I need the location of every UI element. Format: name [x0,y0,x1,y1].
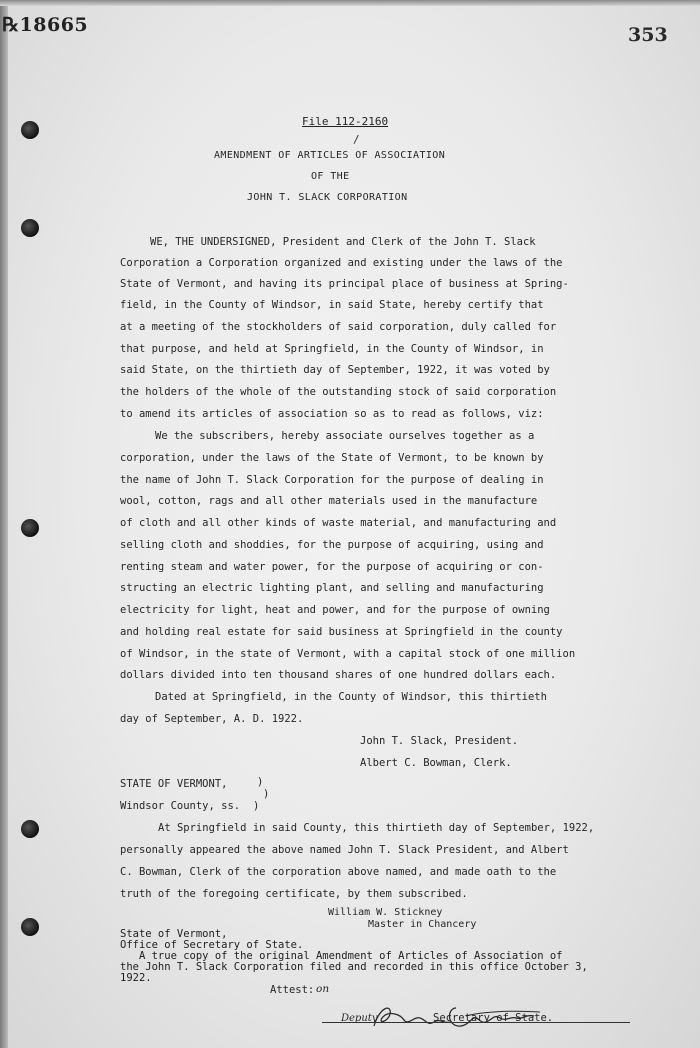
paragraph-line: the holders of the whole of the outstanding stock of said corporation [120,386,557,398]
document-title-corporation: JOHN T. SLACK CORPORATION [247,192,408,203]
page-number: 353 [628,24,668,46]
punch-hole-icon [21,121,39,139]
punch-hole-icon [21,219,39,237]
paragraph-line: the name of John T. Slack Corporation for the purpose of dealing in [120,474,544,486]
venue-brace: ) [263,788,270,800]
paragraph-line: at a meeting of the stockholders of said corporation, duly called for [120,321,557,333]
certification-line: A true copy of the original Amendment of Articles of Association of [120,950,563,962]
paragraph-line: electricity for light, heat and power, and for the purpose of owning [120,604,550,616]
venue-brace: ) [257,776,264,788]
master-name: William W. Stickney [328,907,443,918]
attest-deputy: Deputy [341,1013,378,1024]
paragraph-line: field, in the County of Windsor, in said State, hereby certify that [120,299,544,311]
certification-line: 1922. [120,972,152,984]
paragraph-line: selling cloth and shoddies, for the purpose of acquiring, using and [120,539,544,551]
scan-edge-left [0,0,8,1048]
paragraph-line: renting steam and water power, for the purpose of acquiring or con- [120,561,544,573]
paragraph-line: Corporation a Corporation organized and existing under the laws of the [120,257,563,269]
scan-edge-top [0,0,700,6]
handwritten-tick-mark: / [353,133,360,146]
punch-hole-icon [21,820,39,838]
paragraph-line: We the subscribers, hereby associate ourselves together as a [155,430,535,442]
paragraph-line: of Windsor, in the state of Vermont, with a capital stock of one million [120,648,576,660]
attest-label: Attest: [270,984,315,996]
venue-state: STATE OF VERMONT, [120,778,228,790]
dated-line: Dated at Springfield, in the County of Windsor, this thirtieth [155,691,547,703]
master-title: Master in Chancery [368,919,477,930]
signatory-clerk: Albert C. Bowman, Clerk. [360,757,512,769]
paragraph-line: of cloth and all other kinds of waste material, and manufacturing and [120,517,557,529]
paragraph-line: structing an electric lighting plant, and selling and manufacturing [120,582,544,594]
secretary-of-state-title: Secretary of State. [433,1012,554,1024]
paragraph-line: and holding real estate for said business at Springfield in the county [120,626,563,638]
dated-line: day of September, A. D. 1922. [120,713,304,725]
paragraph-line: to amend its articles of association so as to read as follows, viz: [120,408,544,420]
paragraph-line: personally appeared the above named John T. Slack President, and Albert [120,844,569,856]
paragraph-line: wool, cotton, rags and all other materials used in the manufacture [120,495,538,507]
venue-county: Windsor County, ss. [120,800,241,812]
paragraph-line: truth of the foregoing certificate, by them subscribed. [120,888,468,900]
paragraph-line: At Springfield in said County, this thirtieth day of September, 1922, [158,822,595,834]
paragraph-line: dollars divided into ten thousand shares of one hundred dollars each. [120,669,557,681]
paragraph-line: corporation, under the laws of the State of Vermont, to be known by [120,452,544,464]
document-stamp-number: ℞18665 [2,14,89,36]
punch-hole-icon [21,519,39,537]
certification-line: Office of Secretary of State. [120,939,304,951]
registered-r-icon: ℞ [2,14,20,36]
attest-mark: on [316,983,330,995]
signatory-president: John T. Slack, President. [360,735,519,747]
paragraph-line: WE, THE UNDERSIGNED, President and Clerk of the John T. Slack [150,236,536,248]
venue-brace: ) [253,800,260,812]
certification-line: State of Vermont, [120,928,228,940]
paragraph-line: State of Vermont, and having its principal place of business at Spring- [120,278,569,290]
file-number: File 112-2160 [302,115,389,128]
paragraph-line: C. Bowman, Clerk of the corporation above named, and made oath to the [120,866,557,878]
document-title: AMENDMENT OF ARTICLES OF ASSOCIATION [214,150,446,161]
document-title-of: OF THE [311,171,350,182]
punch-hole-icon [21,918,39,936]
paragraph-line: that purpose, and held at Springfield, in the County of Windsor, in [120,343,544,355]
paragraph-line: said State, on the thirtieth day of September, 1922, it was voted by [120,364,550,376]
certification-line: the John T. Slack Corporation filed and recorded in this office October 3, [120,961,588,973]
